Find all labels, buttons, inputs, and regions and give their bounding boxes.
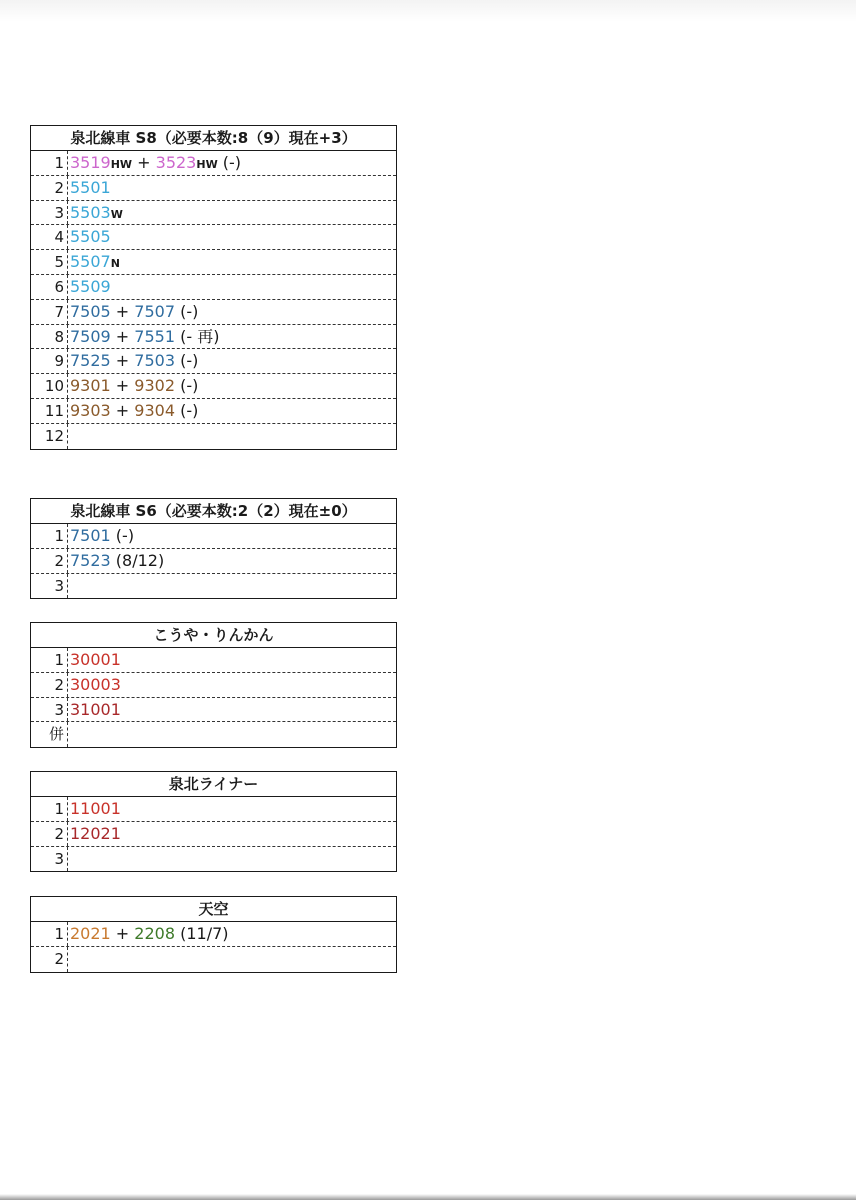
table-row	[31, 374, 396, 399]
row-number: 2	[31, 673, 68, 697]
table-row	[31, 250, 396, 275]
table-row	[31, 549, 396, 574]
row-number: 8	[31, 325, 68, 349]
row-number: 4	[31, 225, 68, 249]
car-segment: 11001	[70, 799, 121, 818]
row-content	[68, 325, 396, 349]
row-number: 2	[31, 822, 68, 846]
table-row	[31, 673, 396, 698]
row-number: 1	[31, 797, 68, 821]
table-senboku-liner	[30, 771, 397, 872]
row-content	[68, 549, 396, 573]
table-row	[31, 922, 396, 947]
row-content	[68, 722, 396, 747]
car-segment: 2021	[70, 924, 111, 943]
car-segment: +	[110, 301, 135, 321]
table-senboku-s6	[30, 498, 397, 599]
row-number: 2	[31, 176, 68, 200]
row-content	[68, 524, 396, 548]
row-number: 2	[31, 549, 68, 573]
row-content	[68, 922, 396, 946]
table-row	[31, 722, 396, 747]
table-rows	[31, 524, 396, 598]
row-number: 6	[31, 275, 68, 299]
table-tenku	[30, 896, 397, 973]
table-title: こうや・りんかん	[31, 623, 396, 648]
row-number: 12	[31, 424, 68, 449]
car-segment: 7525	[70, 351, 111, 371]
row-content	[68, 947, 396, 972]
table-rows	[31, 922, 396, 972]
table-koya-rinkan	[30, 622, 397, 748]
car-segment: +	[132, 153, 156, 172]
row-number: 1	[31, 922, 68, 946]
car-segment: (8/12)	[110, 550, 165, 570]
car-segment: +	[110, 400, 135, 420]
row-content	[68, 698, 396, 722]
car-segment: 30003	[70, 674, 121, 694]
row-content	[68, 374, 396, 398]
row-number: 11	[31, 399, 68, 423]
car-segment: (-)	[217, 153, 242, 172]
car-suffix: HW	[110, 158, 133, 171]
table-title: 天空	[31, 897, 396, 922]
table-rows	[31, 797, 396, 871]
row-content	[68, 424, 396, 449]
row-content	[68, 673, 396, 697]
table-row	[31, 648, 396, 673]
car-segment: 3523	[155, 153, 197, 172]
car-segment: 9302	[134, 376, 176, 396]
table-row	[31, 424, 396, 449]
car-segment: 7509	[70, 326, 111, 346]
row-content	[68, 201, 396, 225]
car-segment: +	[110, 924, 135, 943]
table-row	[31, 698, 396, 723]
car-segment: 5501	[70, 177, 111, 197]
car-suffix: HW	[196, 158, 218, 171]
row-number: 1	[31, 524, 68, 548]
car-segment: 5503	[70, 202, 111, 222]
car-segment: 3519	[70, 153, 111, 172]
table-title: 泉北線車 S6（必要本数:2（2）現在±0）	[31, 499, 396, 524]
car-segment: 7507	[134, 301, 176, 321]
car-segment: +	[110, 376, 135, 396]
table-row	[31, 524, 396, 549]
row-content	[68, 151, 396, 175]
table-senboku-s8	[30, 125, 397, 450]
row-number: 3	[31, 574, 68, 599]
row-content	[68, 648, 396, 672]
car-segment: 30001	[70, 650, 121, 669]
car-segment: 12021	[70, 823, 121, 843]
row-content	[68, 822, 396, 846]
car-segment: 7523	[70, 550, 111, 570]
table-title: 泉北ライナー	[31, 772, 396, 797]
row-number: 7	[31, 300, 68, 324]
table-rows	[31, 648, 396, 747]
table-title: 泉北線車 S8（必要本数:8（9）現在+3）	[31, 126, 396, 151]
table-row	[31, 151, 396, 176]
car-segment: 5505	[70, 227, 111, 247]
car-segment: 9301	[70, 376, 111, 396]
car-segment: (-)	[175, 400, 199, 420]
table-row	[31, 574, 396, 599]
car-segment: 5507	[70, 252, 111, 272]
table-row	[31, 947, 396, 972]
table-row	[31, 797, 396, 822]
row-content	[68, 275, 396, 299]
table-row	[31, 325, 396, 350]
table-row	[31, 176, 396, 201]
table-row	[31, 349, 396, 374]
row-content	[68, 349, 396, 373]
car-segment: 5509	[70, 276, 111, 296]
row-number: 併	[31, 722, 68, 747]
row-number: 3	[31, 847, 68, 872]
row-content	[68, 176, 396, 200]
table-row	[31, 275, 396, 300]
car-segment: +	[110, 351, 135, 371]
table-row	[31, 300, 396, 325]
bottom-edge	[0, 1194, 856, 1200]
top-shade	[0, 0, 856, 22]
row-content	[68, 225, 396, 249]
row-number: 1	[31, 648, 68, 672]
row-content	[68, 300, 396, 324]
row-number: 10	[31, 374, 68, 398]
car-segment: 7501	[70, 526, 111, 545]
row-content	[68, 797, 396, 821]
table-rows	[31, 151, 396, 449]
row-content	[68, 250, 396, 274]
car-segment: (-)	[110, 526, 135, 545]
row-number: 2	[31, 947, 68, 972]
row-content	[68, 847, 396, 872]
row-number: 3	[31, 201, 68, 225]
car-segment: (- 再)	[175, 326, 220, 346]
car-segment: 7551	[134, 326, 176, 346]
table-row	[31, 201, 396, 226]
car-segment: 9303	[70, 400, 111, 420]
car-segment: (11/7)	[175, 924, 229, 943]
table-row	[31, 399, 396, 424]
car-segment: 7503	[134, 351, 176, 371]
row-number: 9	[31, 349, 68, 373]
car-suffix: W	[110, 207, 123, 221]
table-row	[31, 847, 396, 872]
car-segment: (-)	[175, 351, 199, 371]
car-segment: 31001	[70, 699, 121, 719]
car-segment: 2208	[134, 924, 176, 943]
table-row	[31, 822, 396, 847]
car-segment: (-)	[175, 301, 199, 321]
row-number: 3	[31, 698, 68, 722]
row-number: 5	[31, 250, 68, 274]
car-segment: 7505	[70, 301, 111, 321]
row-number: 1	[31, 151, 68, 175]
table-row	[31, 225, 396, 250]
car-segment: +	[110, 326, 135, 346]
row-content	[68, 399, 396, 423]
car-segment: 9304	[134, 400, 176, 420]
car-suffix: N	[110, 257, 120, 271]
car-segment: (-)	[175, 376, 199, 396]
row-content	[68, 574, 396, 599]
